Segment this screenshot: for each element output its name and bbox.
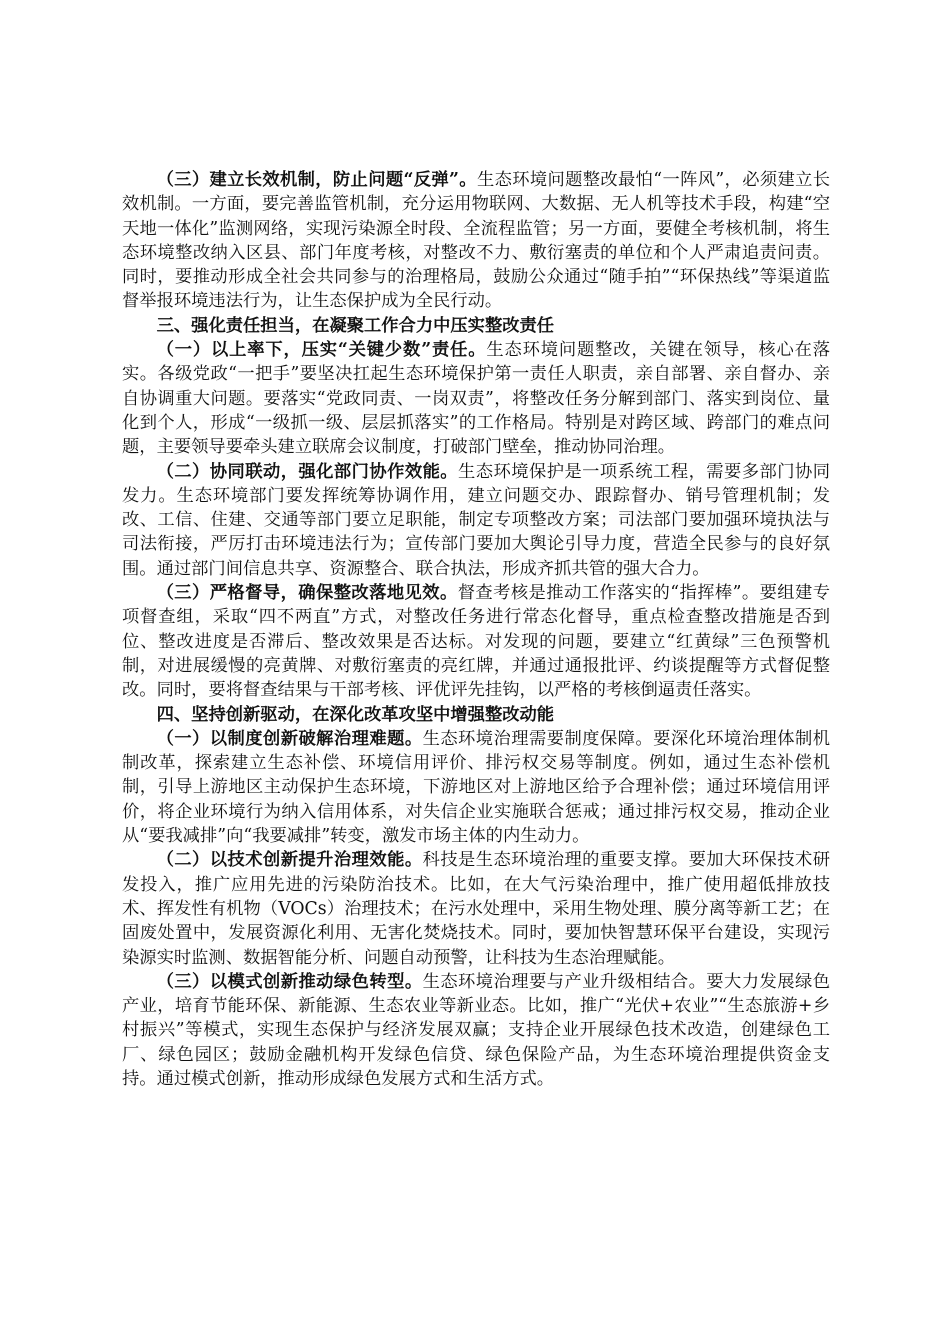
paragraph-text: 生态环境治理要与产业升级相结合。要大力发展绿色产业，培育节能环保、新能源、生态农业等新业态。比如，推广“光伏+农业”“生态旅游+乡村振兴”等模式，实现生态保护与经济发展双赢；支持企业开展绿色技术改造，创建绿色工厂、绿色园区；鼓励金融机构开发绿色信贷、绿色保险产品，为生态环境治理提供资金支持。通过模式创新，推动形成绿色发展方式和生活方式。 <box>122 971 830 1089</box>
paragraph <box>122 970 830 1091</box>
paragraph-lead: （二）以技术创新提升治理效能。 <box>156 850 423 871</box>
paragraph-lead: （一）以上率下，压实“关键少数”责任。 <box>156 340 487 361</box>
paragraph-lead: （三）以模式创新推动绿色转型。 <box>156 971 423 992</box>
paragraph-text: 督查考核是推动工作落实的“指挥棒”。要组建专项督查组，采取“四不两直”方式，对整改任务进行常态化督导，重点检查整改措施是否到位、整改进度是否滞后、整改效果是否达标。对发现的问题，要建立“红黄绿”三色预警机制，对进展缓慢的亮黄牌、对敷衍塞责的亮红牌，并通过通报批评、约谈提醒等方式督促整改。同时，要将督查结果与干部考核、评优评先挂钩，以严格的考核倒逼责任落实。 <box>122 583 830 701</box>
paragraph-text: 科技是生态环境治理的重要支撑。要加大环保技术研发投入，推广应用先进的污染防治技术。比如，在大气污染治理中，推广使用超低排放技术、挥发性有机物（VOCs）治理技术；在污水处理中，采用生物处理、膜分离等新工艺；在固废处置中，发展资源化利用、无害化焚烧技术。同时，要加快智慧环保平台建设，实现污染源实时监测、数据智能分析、问题自动预警，让科技为生态治理赋能。 <box>122 850 830 968</box>
paragraph <box>122 848 830 969</box>
paragraph <box>122 727 830 848</box>
paragraph-text: 生态环境治理需要制度保障。要深化环境治理体制机制改革，探索建立生态补偿、环境信用评价、排污权交易等制度。例如，通过生态补偿机制，引导上游地区主动保护生态环境，下游地区对上游地区给予合理补偿；通过环境信用评价，将企业环境行为纳入信用体系，对失信企业实施联合惩戒；通过排污权交易，推动企业从“要我减排”向“我要减排”转变，激发市场主体的内生动力。 <box>122 728 830 847</box>
paragraph <box>122 460 830 581</box>
document-body <box>122 168 830 1091</box>
paragraph-text: 生态环境保护是一项系统工程，需要多部门协同发力。生态环境部门要发挥统筹协调作用，建立问题交办、跟踪督办、销号管理机制；发改、工信、住建、交通等部门要立足职能，制定专项整改方案；司法部门要加强环境执法与司法衔接，严厉打击环境违法行为；宣传部门要加大舆论引导力度，营造全民参与的良好氛围。通过部门间信息共享、资源整合、联合执法，形成齐抓共管的强大合力。 <box>122 461 830 579</box>
paragraph <box>122 338 830 459</box>
paragraph <box>122 168 830 314</box>
paragraph-text: 生态环境问题整改，关键在领导，核心在落实。各级党政“一把手”要坚决扛起生态环境保护第一责任人职责，亲自部署、亲自督办、亲自协调重大问题。要落实“党政同责、一岗双责”，将整改任务分解到部门、落实到岗位、量化到个人，形成“一级抓一级、层层抓落实”的工作格局。特别是对跨区域、跨部门的难点问题，主要领导要牵头建立联席会议制度，打破部门壁垒，推动协同治理。 <box>122 340 830 458</box>
paragraph <box>122 581 830 702</box>
paragraph-lead: （三）严格督导，确保整改落地见效。 <box>156 583 458 604</box>
paragraph-lead: （一）以制度创新破解治理难题。 <box>156 728 423 749</box>
section-heading: 四、坚持创新驱动，在深化改革攻坚中增强整改动能 <box>156 704 555 725</box>
section-heading: 三、强化责任担当，在凝聚工作合力中压实整改责任 <box>156 315 555 336</box>
paragraph-lead: （三）建立长效机制，防止问题“反弹”。 <box>156 170 477 190</box>
paragraph-text: 生态环境问题整改最怕“一阵风”，必须建立长效机制。一方面，要完善监管机制，充分运用物联网、大数据、无人机等技术手段，构建“空天地一体化”监测网络，实现污染源全时段、全流程监管；另一方面，要健全考核机制，将生态环境整改纳入区县、部门年度考核，对整改不力、敷衍塞责的单位和个人严肃追责问责。同时，要推动形成全社会共同参与的治理格局，鼓励公众通过“随手拍”“环保热线”等渠道监督举报环境违法行为，让生态保护成为全民行动。 <box>122 170 831 312</box>
paragraph-lead: （二）协同联动，强化部门协作效能。 <box>156 461 459 482</box>
